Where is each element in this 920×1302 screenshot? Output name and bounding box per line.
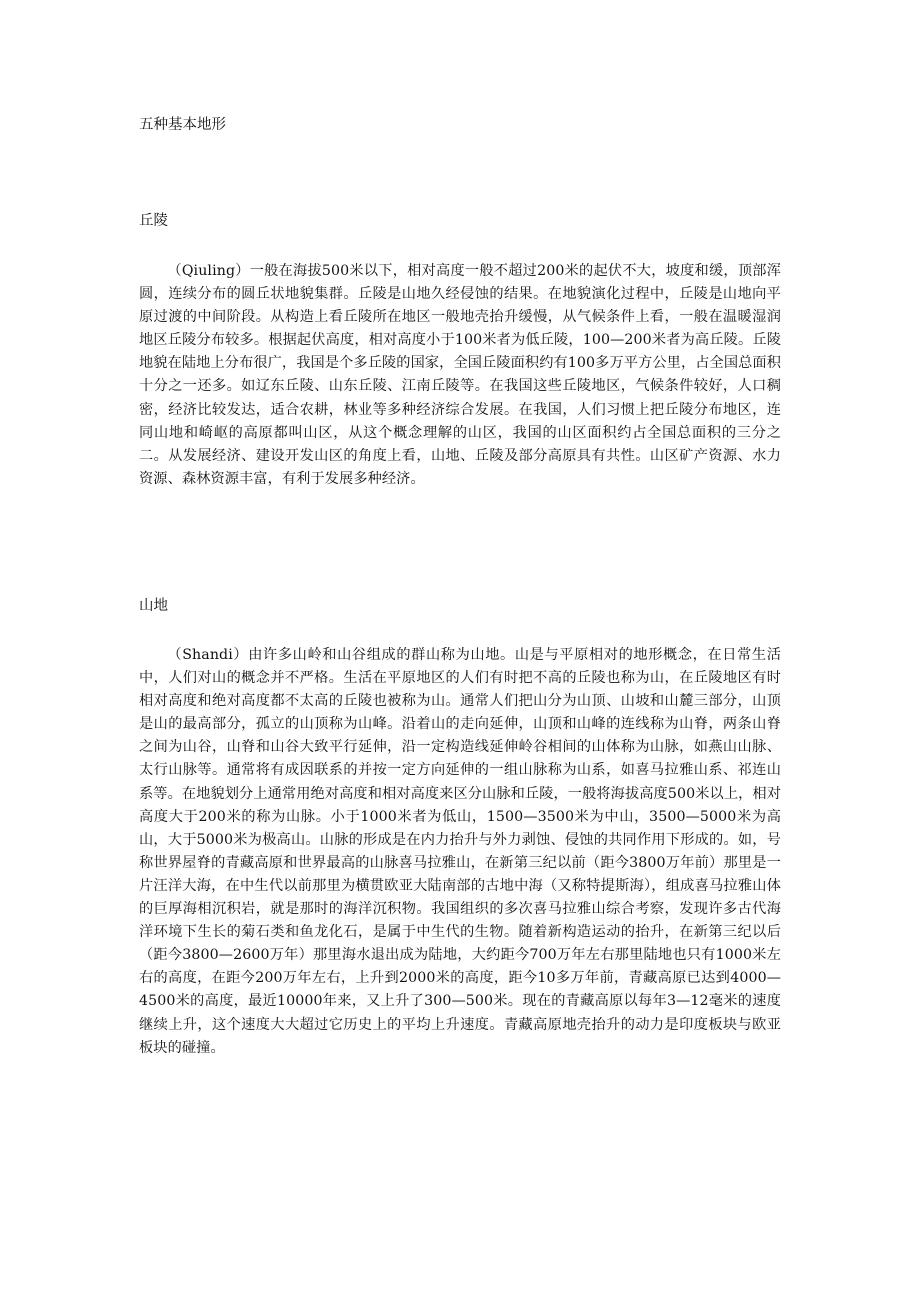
- section-body-hills: （Qiuling）一般在海拔500米以下，相对高度一般不超过200米的起伏不大，坡度和缓，顶部浑圆，连续分布的圆丘状地貌集群。丘陵是山地久经侵蚀的结果。在地貌演化过程中，丘陵是山地向平原过渡的中间阶段。从构造上看丘陵所在地区一般地壳抬升缓慢，从气候条件上看，一般在温暖湿润地区丘陵分布较多。根据起伏高度，相对高度小于100米者为低丘陵，100—200米者为高丘陵。丘陵地貌在陆地上分布很广，我国是个多丘陵的国家，全国丘陵面积约有100多万平方公里，占全国总面积十分之一还多。如辽东丘陵、山东丘陵、江南丘陵等。在我国这些丘陵地区，气候条件较好，人口稠密，经济比较发达，适合农耕，林业等多种经济综合发展。在我国，人们习惯上把丘陵分布地区，连同山地和崎岖的高原都叫山区，从这个概念理解的山区，我国的山区面积约占全国总面积的三分之二。从发展经济、建设开发山区的角度上看，山地、丘陵及部分高原具有共性。山区矿产资源、水力资源、森林资源丰富，有利于发展多种经济。: [139, 263, 781, 487]
- section-heading-mountains: 山地: [139, 598, 168, 614]
- section-heading-hills: 丘陵: [139, 213, 168, 229]
- section-body-mountains: （Shandi）由许多山岭和山谷组成的群山称为山地。山是与平原相对的地形概念，在日常生活中，人们对山的概念并不严格。生活在平原地区的人们有时把不高的丘陵也称为山，在丘陵地区有时相对高度和绝对高度都不太高的丘陵也被称为山。通常人们把山分为山顶、山坡和山麓三部分，山顶是山的最高部分，孤立的山顶称为山峰。沿着山的走向延伸，山顶和山峰的连线称为山脊，两条山脊之间为山谷，山脊和山谷大致平行延伸，沿一定构造线延伸岭谷相间的山体称为山脉，如燕山山脉、太行山脉等。通常将有成因联系的并按一定方向延伸的一组山脉称为山系，如喜马拉雅山系、祁连山系等。在地貌划分上通常用绝对高度和相对高度来区分山脉和丘陵，一般将海拔高度500米以上，相对高度大于200米的称为山脉。小于1000米者为低山，1500—3500米为中山，3500—5000米为高山，大于5000米为极高山。山脉的形成是在内力抬升与外力剥蚀、侵蚀的共同作用下形成的。如，号称世界屋脊的青藏高原和世界最高的山脉喜马拉雅山，在新第三纪以前（距今3800万年前）那里是一片汪洋大海，在中生代以前那里为横贯欧亚大陆南部的古地中海（又称特提斯海），组成喜马拉雅山体的巨厚海相沉积岩，就是那时的海洋沉积物。我国组织的多次喜马拉雅山综合考察，发现许多古代海洋环境下生长的菊石类和鱼龙化石，是属于中生代的生物。随着新构造运动的抬升，在新第三纪以后（距今3800—2600万年）那里海水退出成为陆地，大约距今700万年左右那里陆地也只有1000米左右的高度，在距今200万年左右，上升到2000米的高度，距今10多万年前，青藏高原已达到4000—4500米的高度，最近10000年来，又上升了300—500米。现在的青藏高原以每年3—12毫米的速度继续上升，这个速度大大超过它历史上的平均上升速度。青藏高原地壳抬升的动力是印度板块与欧亚板块的碰撞。: [139, 647, 781, 1056]
- document-title: 五种基本地形: [139, 117, 226, 133]
